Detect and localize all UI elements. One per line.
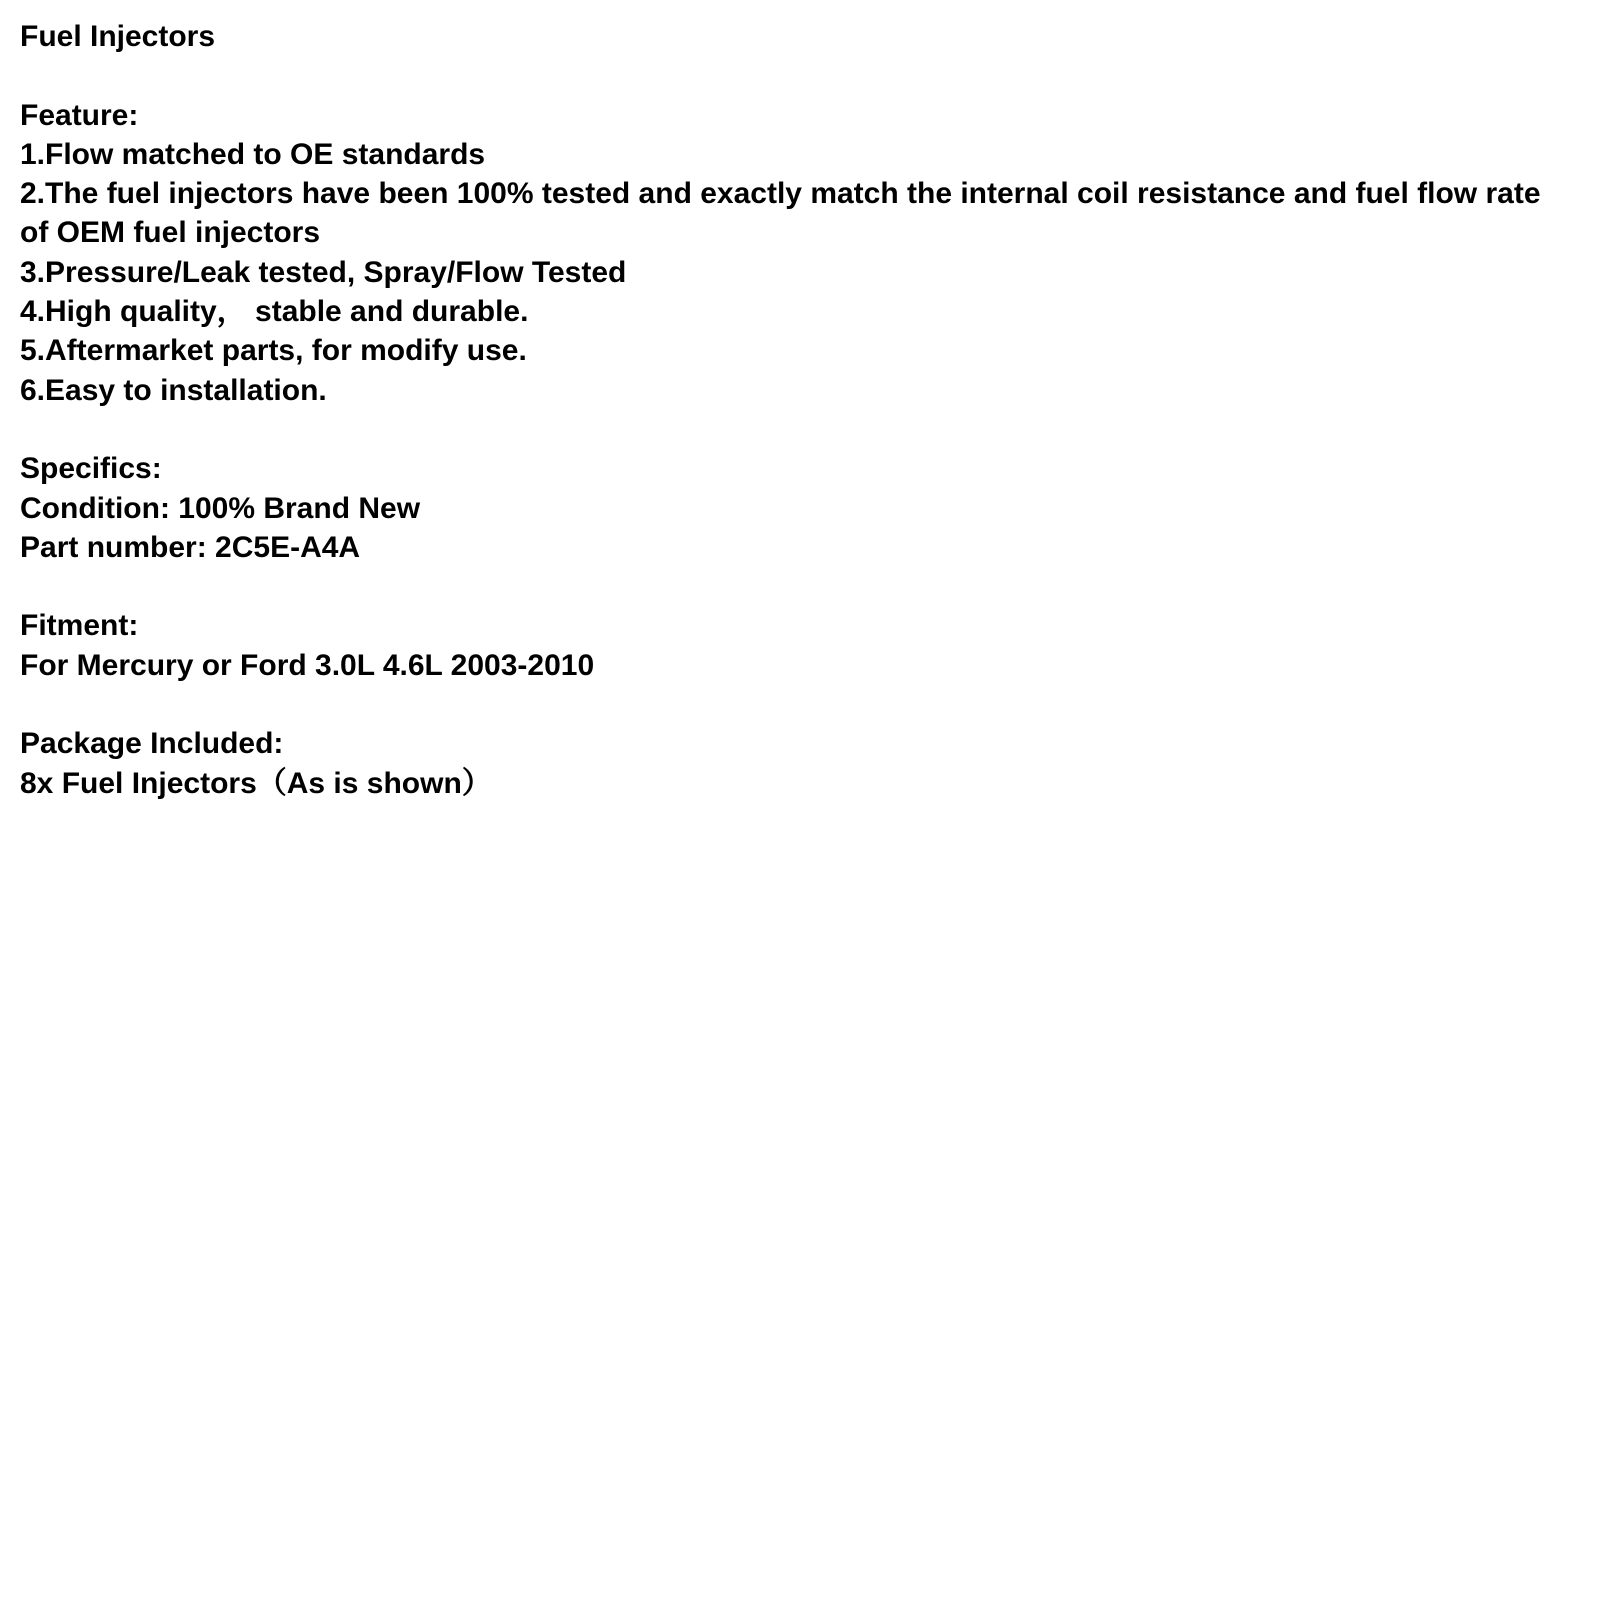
spacer [20,685,1580,724]
spacer [20,567,1580,606]
package-text: 8x Fuel Injectors（As is shown） [20,766,492,800]
feature-item-6: 6.Easy to installation. [20,373,327,407]
feature-item-5: 5.Aftermarket parts, for modify use. [20,334,527,368]
specifics-part-number: Part number: 2C5E-A4A [20,530,361,564]
spacer [20,410,1580,449]
feature-item-4: 4.High quality， stable and durable. [20,295,529,329]
document-title: Fuel Injectors [20,20,216,53]
specifics-heading: Specifics: [20,452,162,486]
specifics-condition: Condition: 100% Brand New [20,491,421,525]
spacer [20,56,1580,95]
product-description [20,17,1580,803]
fitment-heading: Fitment: [20,609,139,643]
fitment-text: For Mercury or Ford 3.0L 4.6L 2003-2010 [20,648,595,682]
feature-item-3: 3.Pressure/Leak tested, Spray/Flow Tested [20,255,627,289]
feature-item-2: 2.The fuel injectors have been 100% tested and exactly match the internal coil resistance and fuel flow rate of OEM fuel injectors [20,177,1541,250]
package-heading: Package Included: [20,727,284,761]
feature-heading: Feature: [20,98,139,132]
feature-item-1: 1.Flow matched to OE standards [20,137,486,171]
